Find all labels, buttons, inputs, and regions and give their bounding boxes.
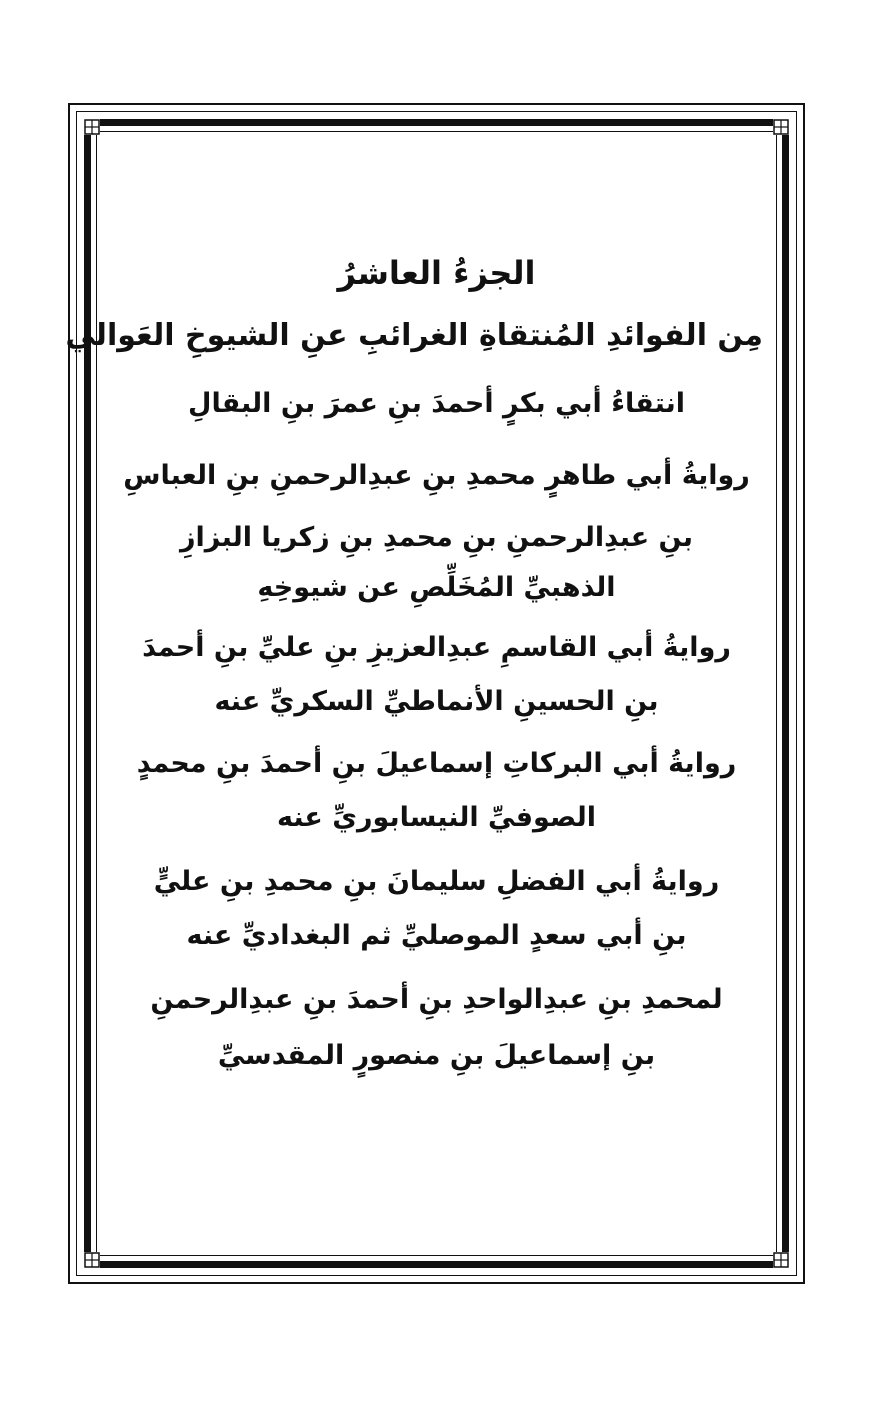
book-subtitle: مِن الفوائدِ المُنتقاةِ الغرائبِ عنِ الشيوخِ العَوالي xyxy=(65,318,763,353)
narration-line: بنِ إسماعيلَ بنِ منصورٍ المقدسيِّ xyxy=(217,1040,656,1071)
narration-block-1 xyxy=(110,456,763,608)
narration-block-4 xyxy=(110,862,763,956)
narration-line: الصوفيِّ النيسابوريِّ عنه xyxy=(277,802,596,833)
narration-line: بنِ عبدِالرحمنِ بنِ محمدِ بنِ زكريا البزازِ xyxy=(179,522,693,553)
part-title: الجزءُ العاشرُ xyxy=(337,254,536,292)
selector-line: انتقاءُ أبي بكرٍ أحمدَ بنِ عمرَ بنِ البقالِ xyxy=(188,388,685,419)
narration-block-2 xyxy=(110,628,763,722)
corner-ornament-top-left xyxy=(84,119,100,135)
narration-block-5 xyxy=(110,980,763,1076)
narration-line: روايةُ أبي القاسمِ عبدِالعزيزِ بنِ عليِّ بنِ أحمدَ xyxy=(142,632,731,663)
narration-line: لمحمدِ بنِ عبدِالواحدِ بنِ أحمدَ بنِ عبدِالرحمنِ xyxy=(150,984,723,1015)
narration-line: الذهبيِّ المُخَلِّصِ عن شيوخِهِ xyxy=(257,572,616,603)
corner-ornament-bottom-left xyxy=(84,1252,100,1268)
corner-ornament-top-right xyxy=(773,119,789,135)
corner-ornament-bottom-right xyxy=(773,1252,789,1268)
title-page-content xyxy=(65,250,763,1076)
narration-line: روايةُ أبي البركاتِ إسماعيلَ بنِ أحمدَ بنِ محمدٍ xyxy=(136,748,737,779)
narration-block-3 xyxy=(110,744,763,838)
narration-line: روايةُ أبي طاهرٍ محمدِ بنِ عبدِالرحمنِ بنِ العباسِ xyxy=(123,460,750,491)
narration-line: روايةُ أبي الفضلِ سليمانَ بنِ محمدِ بنِ عليٍّ xyxy=(153,866,720,897)
narration-line: بنِ الحسينِ الأنماطيِّ السكريِّ عنه xyxy=(214,686,659,717)
narration-line: بنِ أبي سعدٍ الموصليِّ ثم البغداديِّ عنه xyxy=(186,920,687,951)
